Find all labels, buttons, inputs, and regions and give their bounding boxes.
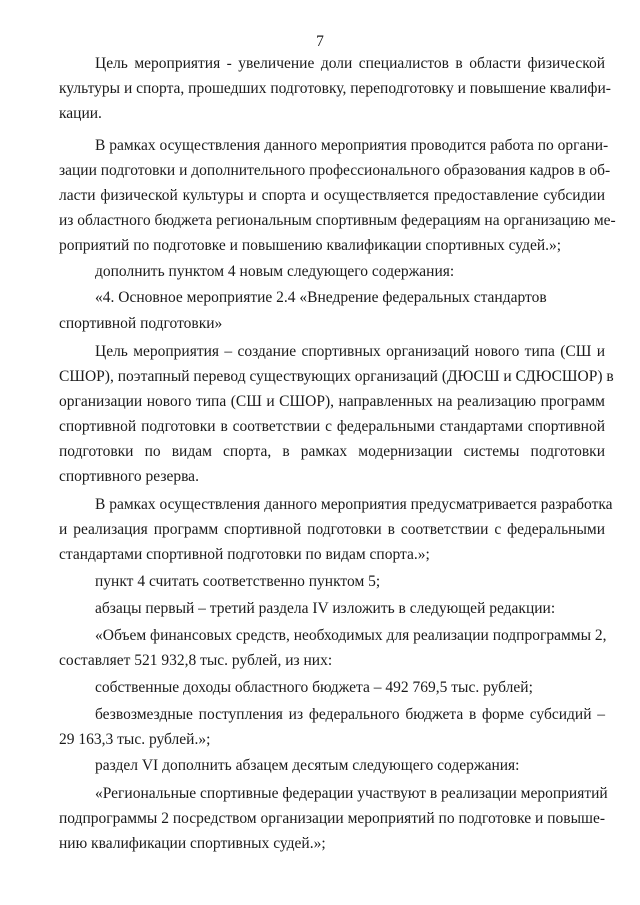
text-line: составляет 521 932,8 тыс. рублей, из них: [59, 652, 333, 669]
text-line: спортивной подготовки в соответствии с федеральными стандартами спортивной [59, 418, 605, 435]
text-line: 29 163,3 тыс. рублей.»; [59, 731, 211, 748]
text-line: культуры и спорта, прошедших подготовку, переподготовку и повышение квалифи- [59, 80, 611, 97]
text-line: спортивной подготовки» [59, 315, 223, 332]
text-line: дополнить пунктом 4 новым следующего содержания: [95, 263, 455, 280]
text-line: и реализация программ спортивной подготовки в соответствии с федеральными [59, 521, 605, 538]
text-line: роприятий по подготовке и повышению квалификации спортивных судей.»; [59, 237, 562, 254]
text-line: В рамках осуществления данного мероприятия предусматривается разработка [95, 496, 613, 513]
text-line: раздел VI дополнить абзацем десятым следующего содержания: [95, 757, 520, 774]
page-number: 7 [316, 33, 324, 50]
text-line: зации подготовки и дополнительного профессионального образования кадров в об- [59, 162, 611, 179]
text-line: спортивного резерва. [59, 468, 199, 485]
text-line: пункт 4 считать соответственно пунктом 5; [95, 573, 381, 590]
text-line: «Региональные спортивные федерации участвуют в реализации мероприятий [95, 785, 608, 802]
text-line: Цель мероприятия - увеличение доли специалистов в области физической [95, 55, 605, 72]
text-line: подпрограммы 2 посредством организации мероприятий по подготовке и повыше- [59, 810, 605, 827]
text-line: В рамках осуществления данного мероприятия проводится работа по органи- [95, 137, 609, 154]
text-line: Цель мероприятия – создание спортивных организаций нового типа (СШ и [95, 343, 605, 360]
text-line: СШОР), поэтапный перевод существующих организаций (ДЮСШ и СДЮСШОР) в [59, 368, 614, 385]
text-line: стандартами спортивной подготовки по видам спорта.»; [59, 546, 430, 563]
text-line: кации. [59, 105, 102, 122]
text-line: подготовки по видам спорта, в рамках модернизации системы подготовки [59, 443, 605, 460]
text-line: нию квалификации спортивных судей.»; [59, 835, 326, 852]
text-line: организации нового типа (СШ и СШОР), направленных на реализацию программ [59, 393, 605, 410]
text-line: абзацы первый – третий раздела IV изложить в следующей редакции: [95, 600, 556, 617]
text-line: безвозмездные поступления из федерального бюджета в форме субсидий – [95, 706, 605, 723]
text-line: собственные доходы областного бюджета – 492 769,5 тыс. рублей; [95, 679, 533, 696]
text-line: ласти физической культуры и спорта и осуществляется предоставление субсидии [59, 187, 605, 204]
text-line: «4. Основное мероприятие 2.4 «Внедрение федеральных стандартов [95, 289, 547, 306]
text-line: из областного бюджета региональным спортивным федерациям на организацию ме- [59, 212, 616, 229]
text-line: «Объем финансовых средств, необходимых для реализации подпрограммы 2, [95, 627, 607, 644]
